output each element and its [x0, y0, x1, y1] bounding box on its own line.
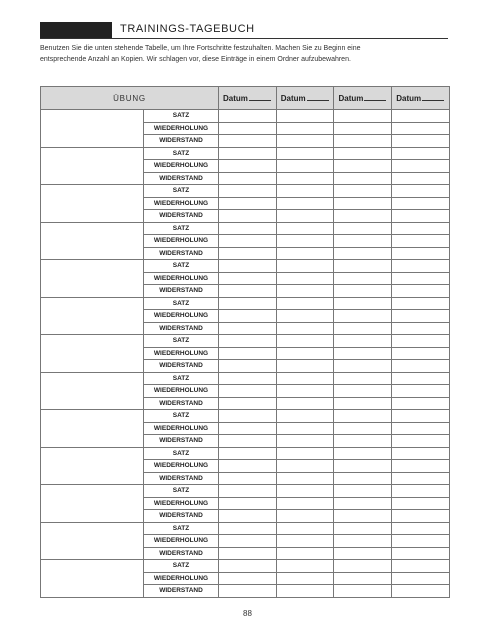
row-label: WIDERSTAND	[144, 472, 219, 485]
row-label: WIEDERHOLUNG	[144, 272, 219, 285]
row-label: WIDERSTAND	[144, 285, 219, 298]
entry-cell[interactable]	[334, 472, 392, 485]
date-header-label: Datum	[338, 93, 364, 103]
entry-cell[interactable]	[334, 135, 392, 148]
row-label: WIEDERHOLUNG	[144, 385, 219, 398]
entry-cell[interactable]	[276, 122, 334, 135]
table-row	[41, 185, 450, 198]
entry-cell[interactable]	[219, 272, 277, 285]
entry-cell[interactable]	[276, 585, 334, 598]
entry-cell[interactable]	[334, 285, 392, 298]
entry-cell[interactable]	[219, 447, 277, 460]
entry-cell[interactable]	[276, 172, 334, 185]
entry-cell[interactable]	[392, 372, 450, 385]
entry-cell[interactable]	[276, 360, 334, 373]
entry-cell[interactable]	[334, 360, 392, 373]
entry-cell[interactable]	[392, 272, 450, 285]
entry-cell[interactable]	[219, 210, 277, 223]
entry-cell[interactable]	[334, 547, 392, 560]
date-header	[276, 87, 334, 110]
entry-cell[interactable]	[392, 122, 450, 135]
entry-cell[interactable]	[276, 422, 334, 435]
entry-cell[interactable]	[392, 435, 450, 448]
entry-cell[interactable]	[392, 285, 450, 298]
entry-cell[interactable]	[219, 397, 277, 410]
entry-cell[interactable]	[219, 547, 277, 560]
row-label: WIEDERHOLUNG	[144, 460, 219, 473]
date-blank-line	[422, 94, 444, 101]
entry-cell[interactable]	[219, 197, 277, 210]
entry-cell[interactable]	[392, 322, 450, 335]
entry-cell[interactable]	[219, 510, 277, 523]
entry-cell[interactable]	[276, 322, 334, 335]
entry-cell[interactable]	[276, 160, 334, 173]
entry-cell[interactable]	[276, 197, 334, 210]
entry-cell[interactable]	[219, 347, 277, 360]
entry-cell[interactable]	[219, 360, 277, 373]
entry-cell[interactable]	[219, 235, 277, 248]
entry-cell[interactable]	[219, 410, 277, 423]
date-blank-line	[249, 94, 271, 101]
entry-cell[interactable]	[334, 410, 392, 423]
entry-cell[interactable]	[392, 160, 450, 173]
entry-cell[interactable]	[334, 372, 392, 385]
date-header	[392, 87, 450, 110]
entry-cell[interactable]	[219, 260, 277, 273]
entry-cell[interactable]	[276, 535, 334, 548]
exercise-cell[interactable]	[41, 410, 144, 448]
entry-cell[interactable]	[276, 372, 334, 385]
entry-cell[interactable]	[334, 122, 392, 135]
entry-cell[interactable]	[276, 260, 334, 273]
entry-cell[interactable]	[276, 572, 334, 585]
exercise-cell[interactable]	[41, 372, 144, 410]
entry-cell[interactable]	[334, 585, 392, 598]
entry-cell[interactable]	[334, 160, 392, 173]
row-label: WIDERSTAND	[144, 397, 219, 410]
entry-cell[interactable]	[334, 435, 392, 448]
entry-cell[interactable]	[219, 172, 277, 185]
row-label: SATZ	[144, 335, 219, 348]
row-label: WIDERSTAND	[144, 210, 219, 223]
row-label: SATZ	[144, 147, 219, 160]
entry-cell[interactable]	[219, 122, 277, 135]
entry-cell[interactable]	[392, 535, 450, 548]
entry-cell[interactable]	[334, 235, 392, 248]
entry-cell[interactable]	[276, 510, 334, 523]
entry-cell[interactable]	[276, 135, 334, 148]
entry-cell[interactable]	[334, 297, 392, 310]
date-header	[219, 87, 277, 110]
entry-cell[interactable]	[219, 572, 277, 585]
entry-cell[interactable]	[392, 260, 450, 273]
entry-cell[interactable]	[392, 172, 450, 185]
entry-cell[interactable]	[392, 485, 450, 498]
entry-cell[interactable]	[334, 497, 392, 510]
entry-cell[interactable]	[334, 222, 392, 235]
entry-cell[interactable]	[276, 435, 334, 448]
row-label: SATZ	[144, 485, 219, 498]
table-row	[41, 410, 450, 423]
entry-cell[interactable]	[219, 185, 277, 198]
page-header	[40, 22, 448, 39]
entry-cell[interactable]	[334, 147, 392, 160]
entry-cell[interactable]	[276, 210, 334, 223]
row-label: WIEDERHOLUNG	[144, 572, 219, 585]
entry-cell[interactable]	[276, 472, 334, 485]
row-label: WIDERSTAND	[144, 360, 219, 373]
header-block	[40, 22, 112, 38]
entry-cell[interactable]	[334, 210, 392, 223]
entry-cell[interactable]	[334, 447, 392, 460]
exercise-cell[interactable]	[41, 485, 144, 523]
row-label: SATZ	[144, 522, 219, 535]
training-log-table	[40, 86, 450, 598]
entry-cell[interactable]	[334, 460, 392, 473]
entry-cell[interactable]	[392, 197, 450, 210]
entry-cell[interactable]	[276, 385, 334, 398]
row-label: WIEDERHOLUNG	[144, 535, 219, 548]
entry-cell[interactable]	[334, 310, 392, 323]
exercise-cell[interactable]	[41, 335, 144, 373]
date-header	[334, 87, 392, 110]
entry-cell[interactable]	[276, 497, 334, 510]
row-label: SATZ	[144, 410, 219, 423]
exercise-cell[interactable]	[41, 522, 144, 560]
training-log-body	[41, 110, 450, 598]
entry-cell[interactable]	[219, 485, 277, 498]
exercise-header: ÜBUNG	[41, 87, 219, 110]
entry-cell[interactable]	[276, 410, 334, 423]
row-label: WIDERSTAND	[144, 510, 219, 523]
exercise-cell[interactable]	[41, 560, 144, 598]
date-header-label: Datum	[280, 93, 306, 103]
entry-cell[interactable]	[392, 447, 450, 460]
entry-cell[interactable]	[219, 522, 277, 535]
page-title: TRAININGS-TAGEBUCH	[120, 23, 255, 35]
entry-cell[interactable]	[392, 247, 450, 260]
row-label: WIEDERHOLUNG	[144, 310, 219, 323]
table-row	[41, 260, 450, 273]
exercise-cell[interactable]	[41, 222, 144, 260]
exercise-cell[interactable]	[41, 147, 144, 185]
entry-cell[interactable]	[334, 272, 392, 285]
entry-cell[interactable]	[392, 385, 450, 398]
entry-cell[interactable]	[276, 110, 334, 123]
entry-cell[interactable]	[392, 497, 450, 510]
entry-cell[interactable]	[219, 322, 277, 335]
entry-cell[interactable]	[219, 385, 277, 398]
entry-cell[interactable]	[334, 110, 392, 123]
row-label: SATZ	[144, 372, 219, 385]
table-row	[41, 485, 450, 498]
entry-cell[interactable]	[334, 247, 392, 260]
entry-cell[interactable]	[276, 235, 334, 248]
entry-cell[interactable]	[219, 372, 277, 385]
entry-cell[interactable]	[392, 572, 450, 585]
exercise-cell[interactable]	[41, 110, 144, 148]
entry-cell[interactable]	[276, 547, 334, 560]
intro-line-1: Benutzen Sie die unten stehende Tabelle, um Ihre Fortschritte festzuhalten. Machen Sie zu Beginn eine	[40, 45, 361, 52]
entry-cell[interactable]	[392, 422, 450, 435]
row-label: WIDERSTAND	[144, 322, 219, 335]
entry-cell[interactable]	[392, 135, 450, 148]
row-label: WIEDERHOLUNG	[144, 197, 219, 210]
entry-cell[interactable]	[219, 472, 277, 485]
entry-cell[interactable]	[219, 247, 277, 260]
table-row	[41, 110, 450, 123]
entry-cell[interactable]	[276, 222, 334, 235]
entry-cell[interactable]	[276, 310, 334, 323]
page-number: 88	[243, 609, 252, 618]
table-row	[41, 222, 450, 235]
date-blank-line	[307, 94, 329, 101]
entry-cell[interactable]	[334, 535, 392, 548]
exercise-cell[interactable]	[41, 260, 144, 298]
entry-cell[interactable]	[392, 210, 450, 223]
entry-cell[interactable]	[334, 560, 392, 573]
row-label: WIEDERHOLUNG	[144, 422, 219, 435]
date-blank-line	[364, 94, 386, 101]
table-row	[41, 522, 450, 535]
entry-cell[interactable]	[276, 522, 334, 535]
entry-cell[interactable]	[392, 360, 450, 373]
entry-cell[interactable]	[392, 547, 450, 560]
entry-cell[interactable]	[334, 397, 392, 410]
row-label: SATZ	[144, 222, 219, 235]
entry-cell[interactable]	[276, 485, 334, 498]
entry-cell[interactable]	[219, 460, 277, 473]
row-label: SATZ	[144, 447, 219, 460]
entry-cell[interactable]	[219, 147, 277, 160]
entry-cell[interactable]	[392, 297, 450, 310]
entry-cell[interactable]	[276, 397, 334, 410]
entry-cell[interactable]	[219, 285, 277, 298]
entry-cell[interactable]	[219, 160, 277, 173]
entry-cell[interactable]	[334, 185, 392, 198]
entry-cell[interactable]	[334, 485, 392, 498]
row-label: SATZ	[144, 560, 219, 573]
entry-cell[interactable]	[219, 335, 277, 348]
entry-cell[interactable]	[219, 422, 277, 435]
entry-cell[interactable]	[392, 585, 450, 598]
row-label: WIDERSTAND	[144, 435, 219, 448]
table-row	[41, 297, 450, 310]
row-label: SATZ	[144, 185, 219, 198]
entry-cell[interactable]	[392, 235, 450, 248]
row-label: WIDERSTAND	[144, 247, 219, 260]
row-label: SATZ	[144, 260, 219, 273]
row-label: WIDERSTAND	[144, 585, 219, 598]
entry-cell[interactable]	[219, 535, 277, 548]
table-row	[41, 447, 450, 460]
table-row	[41, 560, 450, 573]
entry-cell[interactable]	[392, 335, 450, 348]
entry-cell[interactable]	[276, 347, 334, 360]
row-label: WIEDERHOLUNG	[144, 497, 219, 510]
intro-text	[40, 43, 450, 65]
entry-cell[interactable]	[392, 222, 450, 235]
entry-cell[interactable]	[276, 297, 334, 310]
entry-cell[interactable]	[334, 197, 392, 210]
entry-cell[interactable]	[219, 222, 277, 235]
table-row	[41, 335, 450, 348]
row-label: WIEDERHOLUNG	[144, 160, 219, 173]
entry-cell[interactable]	[334, 347, 392, 360]
entry-cell[interactable]	[276, 285, 334, 298]
row-label: SATZ	[144, 297, 219, 310]
row-label: WIDERSTAND	[144, 135, 219, 148]
entry-cell[interactable]	[219, 297, 277, 310]
date-header-label: Datum	[223, 93, 248, 103]
entry-cell[interactable]	[334, 422, 392, 435]
entry-cell[interactable]	[392, 147, 450, 160]
entry-cell[interactable]	[276, 185, 334, 198]
entry-cell[interactable]	[392, 397, 450, 410]
entry-cell[interactable]	[334, 385, 392, 398]
entry-cell[interactable]	[276, 147, 334, 160]
entry-cell[interactable]	[392, 460, 450, 473]
exercise-cell[interactable]	[41, 297, 144, 335]
entry-cell[interactable]	[276, 335, 334, 348]
entry-cell[interactable]	[219, 310, 277, 323]
row-label: WIEDERHOLUNG	[144, 122, 219, 135]
row-label: WIDERSTAND	[144, 547, 219, 560]
entry-cell[interactable]	[334, 172, 392, 185]
entry-cell[interactable]	[219, 585, 277, 598]
entry-cell[interactable]	[334, 322, 392, 335]
entry-cell[interactable]	[392, 560, 450, 573]
entry-cell[interactable]	[276, 560, 334, 573]
entry-cell[interactable]	[219, 110, 277, 123]
table-row	[41, 372, 450, 385]
entry-cell[interactable]	[392, 347, 450, 360]
row-label: WIEDERHOLUNG	[144, 347, 219, 360]
entry-cell[interactable]	[334, 335, 392, 348]
exercise-cell[interactable]	[41, 447, 144, 485]
intro-line-2: entsprechende Anzahl an Kopien. Wir schlagen vor, diese Einträge in einem Ordner aufzubewahren.	[40, 56, 351, 63]
entry-cell[interactable]	[392, 522, 450, 535]
entry-cell[interactable]	[219, 560, 277, 573]
entry-cell[interactable]	[392, 410, 450, 423]
date-header-label: Datum	[396, 93, 422, 103]
row-label: WIEDERHOLUNG	[144, 235, 219, 248]
entry-cell[interactable]	[334, 572, 392, 585]
entry-cell[interactable]	[276, 247, 334, 260]
entry-cell[interactable]	[276, 272, 334, 285]
entry-cell[interactable]	[276, 460, 334, 473]
table-row	[41, 147, 450, 160]
entry-cell[interactable]	[392, 472, 450, 485]
entry-cell[interactable]	[392, 185, 450, 198]
entry-cell[interactable]	[276, 447, 334, 460]
entry-cell[interactable]	[334, 260, 392, 273]
exercise-cell[interactable]	[41, 185, 144, 223]
entry-cell[interactable]	[219, 435, 277, 448]
row-label: WIDERSTAND	[144, 172, 219, 185]
entry-cell[interactable]	[334, 510, 392, 523]
entry-cell[interactable]	[392, 110, 450, 123]
entry-cell[interactable]	[392, 510, 450, 523]
entry-cell[interactable]	[219, 135, 277, 148]
entry-cell[interactable]	[392, 310, 450, 323]
entry-cell[interactable]	[334, 522, 392, 535]
row-label: SATZ	[144, 110, 219, 123]
table-header-row	[41, 87, 450, 110]
entry-cell[interactable]	[219, 497, 277, 510]
